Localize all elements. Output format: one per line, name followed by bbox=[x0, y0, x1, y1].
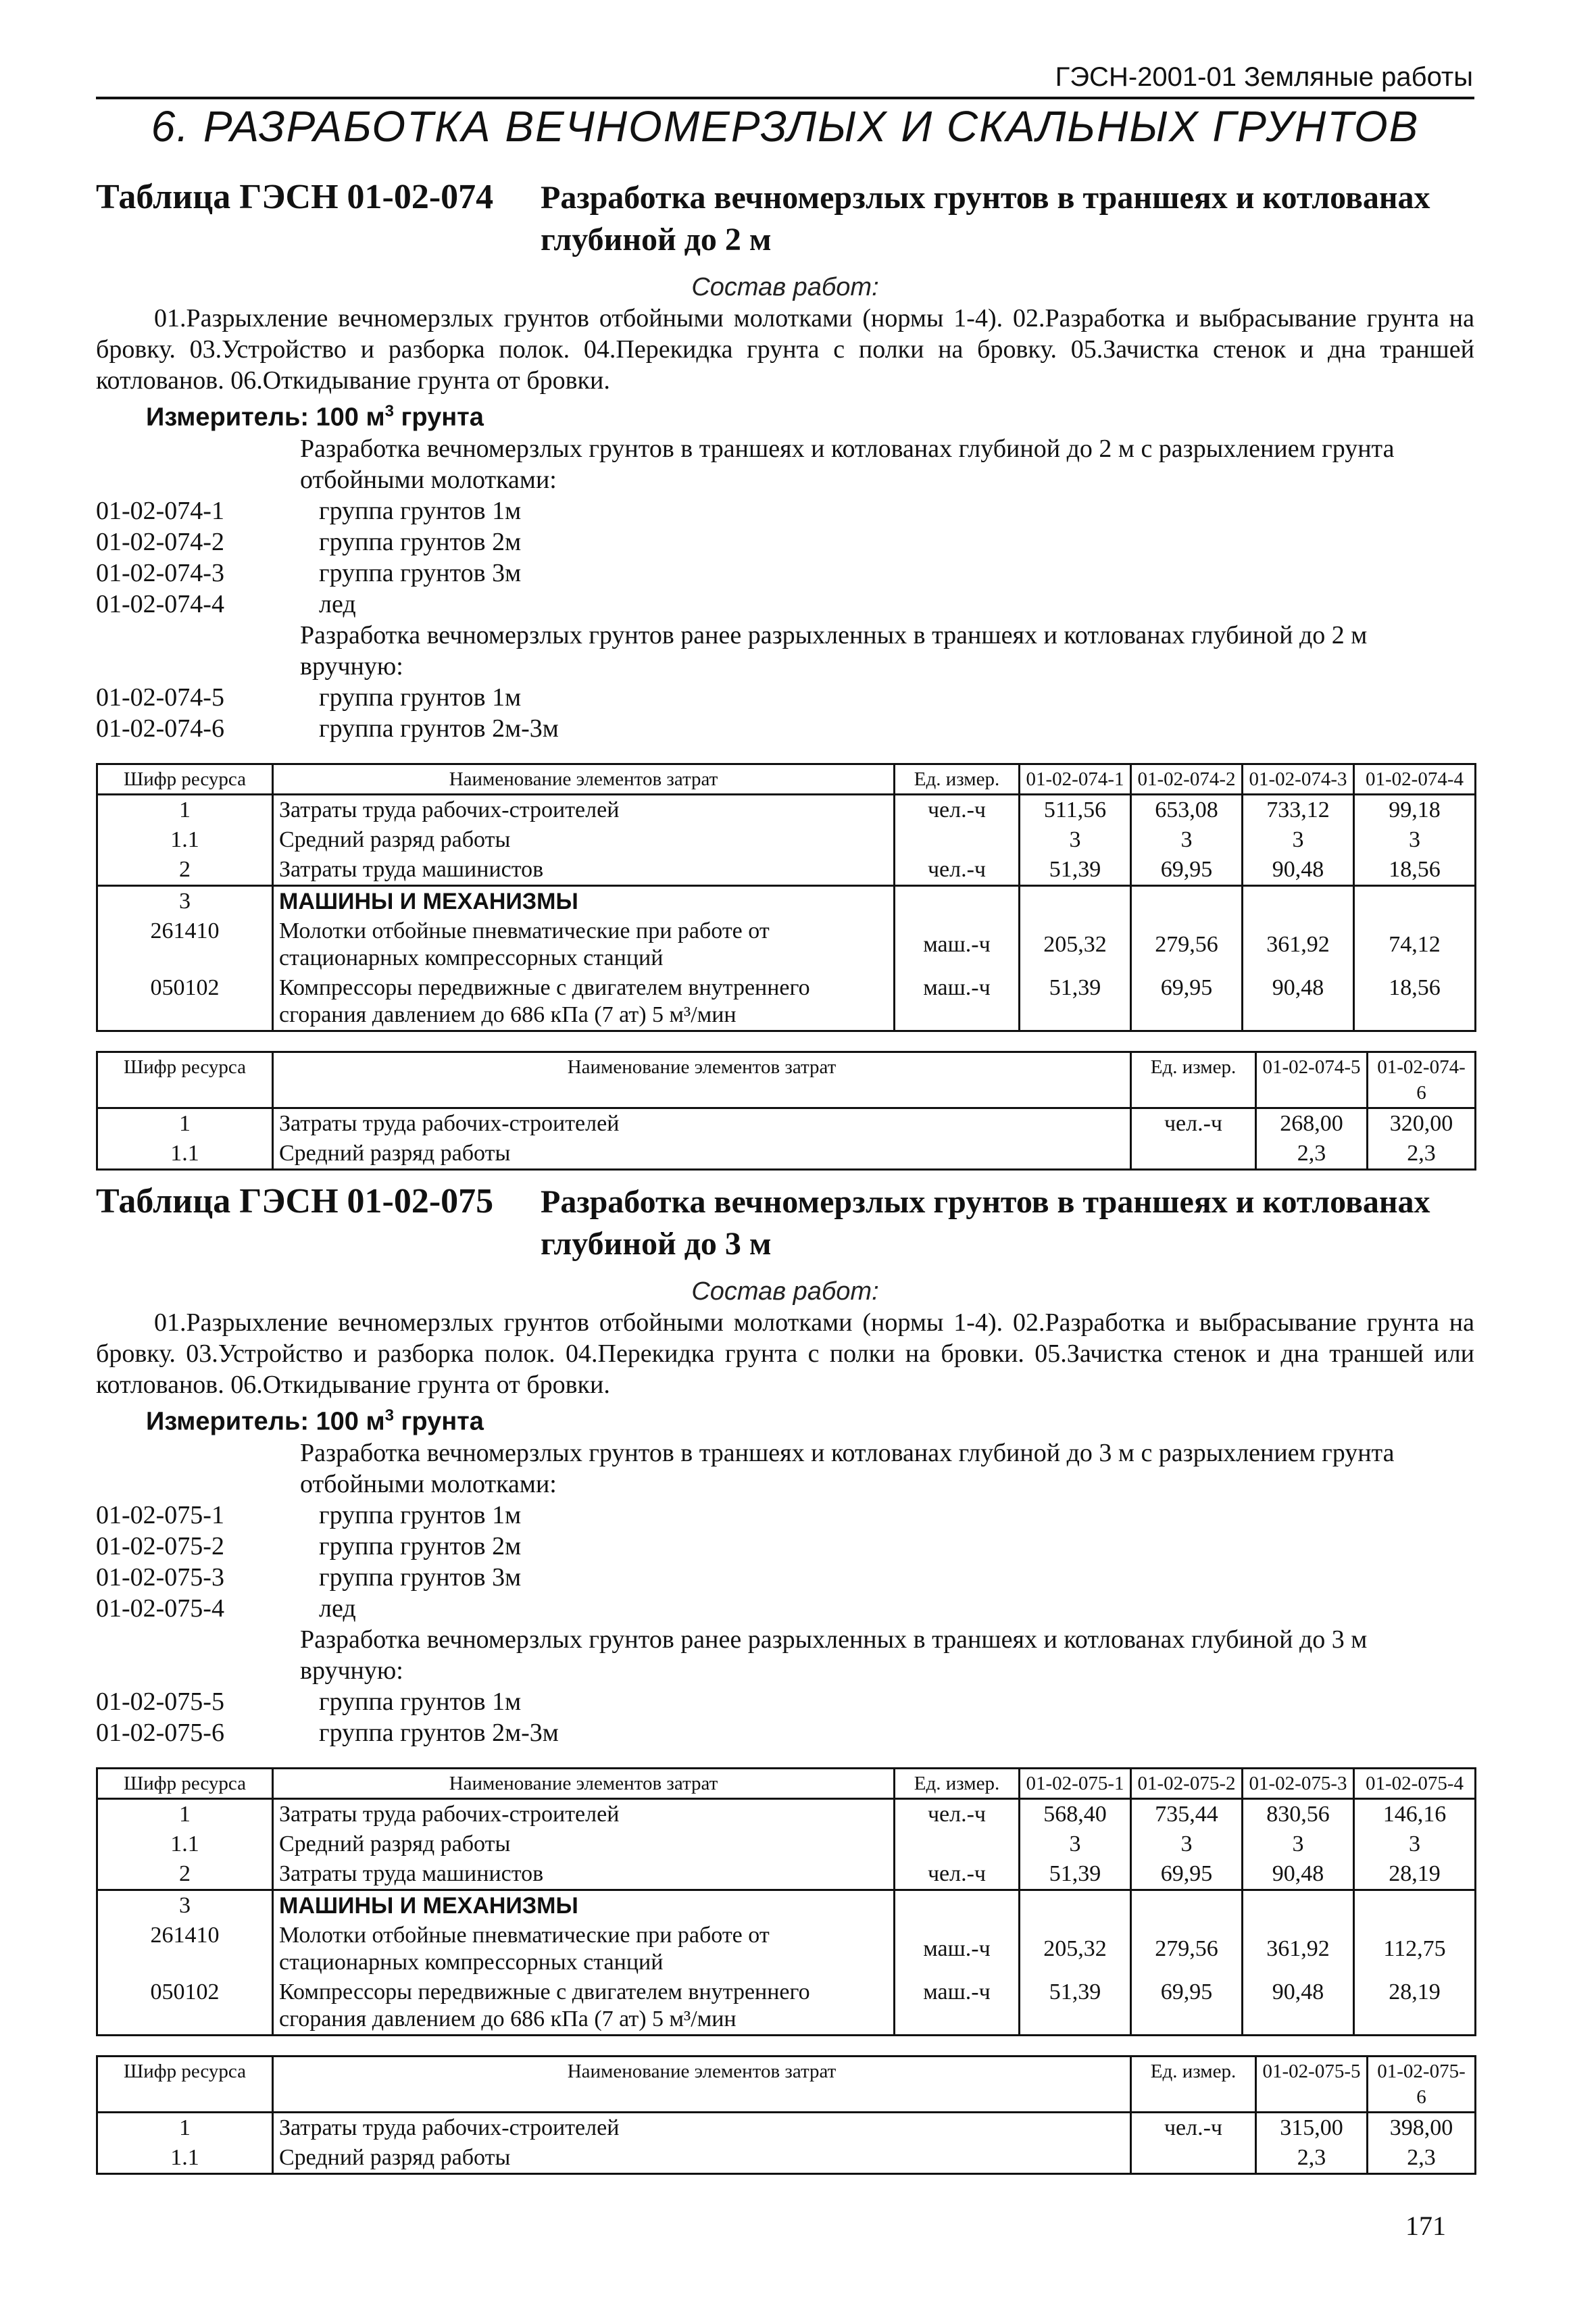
cell-value: 69,95 bbox=[1131, 855, 1243, 886]
table-heading bbox=[96, 1181, 1474, 1276]
cell-value: 2,3 bbox=[1368, 1139, 1476, 1170]
cell-value: 90,48 bbox=[1243, 1977, 1354, 2036]
table-label: Таблица ГЭСН 01-02-075 bbox=[96, 1182, 494, 1221]
cell-value: 51,39 bbox=[1020, 1859, 1131, 1890]
table-row bbox=[97, 1108, 1476, 1139]
cell-value: 99,18 bbox=[1354, 794, 1476, 825]
cell-value: 279,56 bbox=[1131, 1921, 1243, 1977]
cell-value: 90,48 bbox=[1243, 1859, 1354, 1890]
norm-code: 01-02-074-2 bbox=[96, 527, 224, 556]
col-header-norm: 01-02-075-3 bbox=[1243, 1768, 1354, 1798]
cell-value: 69,95 bbox=[1131, 1859, 1243, 1890]
cell-code: 1.1 bbox=[97, 1829, 273, 1859]
cell-value: 74,12 bbox=[1354, 916, 1476, 973]
cell-value: 3 bbox=[1243, 825, 1354, 855]
header-rule bbox=[96, 97, 1474, 99]
norm-text: группа грунтов 2м bbox=[319, 1531, 522, 1560]
norm-item bbox=[96, 589, 1474, 620]
cell-value: 361,92 bbox=[1243, 1921, 1354, 1977]
col-header-code: Шифр ресурса bbox=[97, 1768, 273, 1798]
section-title: 6. РАЗРАБОТКА ВЕЧНОМЕРЗЛЫХ И СКАЛЬНЫХ ГРУНТОВ bbox=[151, 102, 1420, 151]
cell-unit bbox=[895, 1890, 1020, 1921]
table-row bbox=[97, 2112, 1476, 2143]
table-row bbox=[97, 1139, 1476, 1170]
cell-value: 3 bbox=[1020, 825, 1131, 855]
cell-value: 69,95 bbox=[1131, 1977, 1243, 2036]
table-row bbox=[97, 973, 1476, 1031]
norm-group-intro: Разработка вечномерзлых грунтов ранее разрыхленных в траншеях и котлованах глубиной до 3 м вручную: bbox=[300, 1625, 1368, 1685]
col-header-norm: 01-02-074-5 bbox=[1256, 1052, 1368, 1108]
table-header-row bbox=[97, 1768, 1476, 1798]
cell-value bbox=[1020, 1890, 1131, 1921]
cell-name: Молотки отбойные пневматические при работе от стационарных компрессорных станций bbox=[273, 916, 895, 973]
cell-code: 050102 bbox=[97, 1977, 273, 2036]
table-label: Таблица ГЭСН 01-02-074 bbox=[96, 178, 494, 216]
norm-text: группа грунтов 2м bbox=[319, 527, 522, 556]
norm-item bbox=[96, 1531, 1474, 1562]
norm-item bbox=[96, 526, 1474, 558]
cell-name: МАШИНЫ И МЕХАНИЗМЫ bbox=[273, 1890, 895, 1921]
cell-name: Затраты труда рабочих-строителей bbox=[273, 1108, 1131, 1139]
norm-text: группа грунтов 3м bbox=[319, 558, 522, 587]
norm-list bbox=[96, 1686, 1474, 1748]
norm-item bbox=[96, 1562, 1474, 1593]
table-header-row bbox=[97, 764, 1476, 794]
resource-table-manual bbox=[96, 2055, 1476, 2175]
table-row bbox=[97, 1890, 1476, 1921]
cell-value: 90,48 bbox=[1243, 973, 1354, 1031]
cell-name: Молотки отбойные пневматические при работе от стационарных компрессорных станций bbox=[273, 1921, 895, 1977]
cell-value: 3 bbox=[1131, 1829, 1243, 1859]
measure-exponent: 3 bbox=[384, 402, 394, 420]
page-number: 171 bbox=[1405, 2211, 1446, 2241]
norm-group-intro: Разработка вечномерзлых грунтов в траншеях и котлованах глубиной до 2 м с разрыхлением грунта отбойными молотками: bbox=[300, 434, 1395, 494]
cell-value: 511,56 bbox=[1020, 794, 1131, 825]
col-header-norm: 01-02-075-5 bbox=[1256, 2056, 1368, 2112]
cell-unit: чел.-ч bbox=[895, 855, 1020, 886]
cell-value: 268,00 bbox=[1256, 1108, 1368, 1139]
norm-group-intro: Разработка вечномерзлых грунтов ранее разрыхленных в траншеях и котлованах глубиной до 2 м вручную: bbox=[300, 620, 1368, 681]
cell-unit: маш.-ч bbox=[895, 916, 1020, 973]
col-header-code: Шифр ресурса bbox=[97, 764, 273, 794]
table-row bbox=[97, 825, 1476, 855]
cell-name: Затраты труда рабочих-строителей bbox=[273, 1798, 895, 1829]
norm-group-intro: Разработка вечномерзлых грунтов в траншеях и котлованах глубиной до 3 м с разрыхлением грунта отбойными молотками: bbox=[300, 1438, 1395, 1498]
table-row bbox=[97, 794, 1476, 825]
cell-code: 050102 bbox=[97, 973, 273, 1031]
cell-value: 28,19 bbox=[1354, 1859, 1476, 1890]
norm-code: 01-02-074-5 bbox=[96, 683, 224, 712]
cell-value: 51,39 bbox=[1020, 855, 1131, 886]
col-header-norm: 01-02-074-4 bbox=[1354, 764, 1476, 794]
cell-value: 28,19 bbox=[1354, 1977, 1476, 2036]
col-header-name: Наименование элементов затрат bbox=[273, 764, 895, 794]
col-header-norm: 01-02-075-4 bbox=[1354, 1768, 1476, 1798]
cell-value: 320,00 bbox=[1368, 1108, 1476, 1139]
col-header-unit: Ед. измер. bbox=[1131, 2056, 1256, 2112]
composition-heading: Состав работ: bbox=[691, 1277, 879, 1306]
measure-unit bbox=[96, 396, 1474, 433]
norm-text: группа грунтов 2м-3м bbox=[319, 1718, 559, 1747]
cell-unit: маш.-ч bbox=[895, 973, 1020, 1031]
norm-item bbox=[96, 1717, 1474, 1748]
cell-unit: чел.-ч bbox=[895, 794, 1020, 825]
resource-table bbox=[96, 763, 1476, 1032]
cell-code: 261410 bbox=[97, 1921, 273, 1977]
cell-code: 3 bbox=[97, 885, 273, 916]
cell-name: Средний разряд работы bbox=[273, 1139, 1131, 1170]
cell-name: Компрессоры передвижные с двигателем внутреннего сгорания давлением до 686 кПа (7 ат) 5 м³/мин bbox=[273, 1977, 895, 2036]
norm-list bbox=[96, 495, 1474, 620]
cell-value: 3 bbox=[1354, 1829, 1476, 1859]
cell-value: 205,32 bbox=[1020, 1921, 1131, 1977]
cell-name: Затраты труда рабочих-строителей bbox=[273, 794, 895, 825]
norm-code: 01-02-075-3 bbox=[96, 1562, 224, 1592]
norm-code: 01-02-075-1 bbox=[96, 1500, 224, 1529]
norm-code: 01-02-074-6 bbox=[96, 714, 224, 743]
measure-label: Измеритель: 100 м bbox=[146, 403, 385, 432]
running-header: ГЭСН-2001-01 Земляные работы bbox=[1055, 62, 1473, 92]
table-row bbox=[97, 1859, 1476, 1890]
cell-code: 1 bbox=[97, 2112, 273, 2143]
col-header-norm: 01-02-075-6 bbox=[1368, 2056, 1476, 2112]
table-row bbox=[97, 1921, 1476, 1977]
table-header-row bbox=[97, 2056, 1476, 2112]
cell-value: 653,08 bbox=[1131, 794, 1243, 825]
cell-value bbox=[1131, 885, 1243, 916]
cell-unit bbox=[895, 885, 1020, 916]
norm-block-074 bbox=[96, 177, 1474, 1171]
cell-value: 3 bbox=[1020, 1829, 1131, 1859]
cell-code: 1.1 bbox=[97, 1139, 273, 1170]
norm-item bbox=[96, 558, 1474, 589]
col-header-norm: 01-02-074-6 bbox=[1368, 1052, 1476, 1108]
cell-unit bbox=[895, 825, 1020, 855]
norm-item bbox=[96, 495, 1474, 526]
resource-table bbox=[96, 1767, 1476, 2036]
cell-unit: чел.-ч bbox=[1131, 2112, 1256, 2143]
cell-unit: чел.-ч bbox=[895, 1859, 1020, 1890]
resource-table-manual bbox=[96, 1051, 1476, 1171]
measure-object: грунта bbox=[393, 1407, 484, 1436]
norm-text: лед bbox=[319, 1594, 356, 1623]
cell-value: 205,32 bbox=[1020, 916, 1131, 973]
cell-value: 568,40 bbox=[1020, 1798, 1131, 1829]
cell-value: 3 bbox=[1354, 825, 1476, 855]
cell-name: Средний разряд работы bbox=[273, 825, 895, 855]
cell-value bbox=[1020, 885, 1131, 916]
table-row bbox=[97, 2143, 1476, 2174]
norm-text: группа грунтов 2м-3м bbox=[319, 714, 559, 743]
cell-code: 1.1 bbox=[97, 2143, 273, 2174]
norm-text: группа грунтов 1м bbox=[319, 496, 522, 525]
cell-value bbox=[1243, 1890, 1354, 1921]
norm-code: 01-02-075-2 bbox=[96, 1531, 224, 1560]
cell-value: 830,56 bbox=[1243, 1798, 1354, 1829]
cell-code: 1.1 bbox=[97, 825, 273, 855]
cell-value: 735,44 bbox=[1131, 1798, 1243, 1829]
norm-code: 01-02-074-4 bbox=[96, 589, 224, 618]
cell-unit: маш.-ч bbox=[895, 1921, 1020, 1977]
cell-code: 2 bbox=[97, 1859, 273, 1890]
cell-name: Затраты труда машинистов bbox=[273, 855, 895, 886]
cell-value bbox=[1354, 885, 1476, 916]
norm-code: 01-02-075-4 bbox=[96, 1594, 224, 1623]
norm-text: группа грунтов 1м bbox=[319, 1500, 522, 1529]
norm-code: 01-02-074-3 bbox=[96, 558, 224, 587]
cell-value: 146,16 bbox=[1354, 1798, 1476, 1829]
col-header-norm: 01-02-074-2 bbox=[1131, 764, 1243, 794]
table-row bbox=[97, 1829, 1476, 1859]
measure-label: Измеритель: 100 м bbox=[146, 1407, 385, 1436]
norm-code: 01-02-075-6 bbox=[96, 1718, 224, 1747]
table-name: Разработка вечномерзлых грунтов в траншеях и котлованах глубиной до 2 м bbox=[541, 180, 1430, 257]
cell-name: Средний разряд работы bbox=[273, 1829, 895, 1859]
col-header-unit: Ед. измер. bbox=[895, 764, 1020, 794]
cell-value: 18,56 bbox=[1354, 855, 1476, 886]
norm-text: лед bbox=[319, 589, 356, 618]
col-header-name: Наименование элементов затрат bbox=[273, 1768, 895, 1798]
norm-code: 01-02-075-5 bbox=[96, 1687, 224, 1716]
col-header-unit: Ед. измер. bbox=[1131, 1052, 1256, 1108]
cell-value: 398,00 bbox=[1368, 2112, 1476, 2143]
col-header-norm: 01-02-074-1 bbox=[1020, 764, 1131, 794]
cell-value: 51,39 bbox=[1020, 973, 1131, 1031]
cell-value: 3 bbox=[1131, 825, 1243, 855]
cell-value: 315,00 bbox=[1256, 2112, 1368, 2143]
norm-item bbox=[96, 1686, 1474, 1717]
cell-name: Средний разряд работы bbox=[273, 2143, 1131, 2174]
cell-value: 2,3 bbox=[1368, 2143, 1476, 2174]
cell-value: 2,3 bbox=[1256, 1139, 1368, 1170]
cell-value: 733,12 bbox=[1243, 794, 1354, 825]
cell-name: Затраты труда машинистов bbox=[273, 1859, 895, 1890]
cell-code: 1 bbox=[97, 1798, 273, 1829]
col-header-norm: 01-02-074-3 bbox=[1243, 764, 1354, 794]
cell-unit bbox=[1131, 1139, 1256, 1170]
norm-block-075 bbox=[96, 1181, 1474, 2175]
cell-value bbox=[1243, 885, 1354, 916]
composition-text: 01.Разрыхление вечномерзлых грунтов отбойными молотками (нормы 1-4). 02.Разработка и выбрасывание грунта на бровку. 03.Устройство и разборка полок. 04.Перекидка грунта с полки на бровки. 05.Зачистка стенок и дна траншей или котлованов. 06.Откидывание грунта от бровки. bbox=[96, 1308, 1474, 1399]
norm-item bbox=[96, 1593, 1474, 1624]
cell-value: 90,48 bbox=[1243, 855, 1354, 886]
col-header-unit: Ед. измер. bbox=[895, 1768, 1020, 1798]
cell-value: 2,3 bbox=[1256, 2143, 1368, 2174]
table-header-row bbox=[97, 1052, 1476, 1108]
cell-unit bbox=[1131, 2143, 1256, 2174]
cell-unit: маш.-ч bbox=[895, 1977, 1020, 2036]
cell-name: Затраты труда рабочих-строителей bbox=[273, 2112, 1131, 2143]
composition-heading: Состав работ: bbox=[691, 273, 879, 301]
col-header-norm: 01-02-075-1 bbox=[1020, 1768, 1131, 1798]
norm-list bbox=[96, 682, 1474, 744]
cell-value: 279,56 bbox=[1131, 916, 1243, 973]
cell-code: 261410 bbox=[97, 916, 273, 973]
cell-value: 112,75 bbox=[1354, 1921, 1476, 1977]
table-row bbox=[97, 916, 1476, 973]
cell-name: МАШИНЫ И МЕХАНИЗМЫ bbox=[273, 885, 895, 916]
cell-value: 3 bbox=[1243, 1829, 1354, 1859]
cell-value: 361,92 bbox=[1243, 916, 1354, 973]
cell-unit bbox=[895, 1829, 1020, 1859]
table-row bbox=[97, 1977, 1476, 2036]
table-name: Разработка вечномерзлых грунтов в траншеях и котлованах глубиной до 3 м bbox=[541, 1184, 1430, 1262]
col-header-code: Шифр ресурса bbox=[97, 2056, 273, 2112]
composition-text: 01.Разрыхление вечномерзлых грунтов отбойными молотками (нормы 1-4). 02.Разработка и выбрасывание грунта на бровку. 03.Устройство и разборка полок. 04.Перекидка грунта с полки на бровку. 05.Зачистка стенок и дна траншей котлованов. 06.Откидывание грунта от бровки. bbox=[96, 304, 1474, 395]
cell-value bbox=[1131, 1890, 1243, 1921]
measure-exponent: 3 bbox=[384, 1406, 394, 1425]
cell-name: Компрессоры передвижные с двигателем внутреннего сгорания давлением до 686 кПа (7 ат) 5 м³/мин bbox=[273, 973, 895, 1031]
cell-code: 2 bbox=[97, 855, 273, 886]
norm-item bbox=[96, 682, 1474, 713]
norm-code: 01-02-074-1 bbox=[96, 496, 224, 525]
cell-unit: чел.-ч bbox=[1131, 1108, 1256, 1139]
cell-value: 18,56 bbox=[1354, 973, 1476, 1031]
cell-value: 69,95 bbox=[1131, 973, 1243, 1031]
norm-item bbox=[96, 713, 1474, 744]
col-header-norm: 01-02-075-2 bbox=[1131, 1768, 1243, 1798]
cell-value: 51,39 bbox=[1020, 1977, 1131, 2036]
table-row bbox=[97, 885, 1476, 916]
table-heading bbox=[96, 177, 1474, 272]
table-row bbox=[97, 1798, 1476, 1829]
cell-code: 1 bbox=[97, 1108, 273, 1139]
measure-object: грунта bbox=[393, 403, 484, 432]
norm-text: группа грунтов 3м bbox=[319, 1562, 522, 1592]
cell-value bbox=[1354, 1890, 1476, 1921]
norm-list bbox=[96, 1500, 1474, 1624]
col-header-code: Шифр ресурса bbox=[97, 1052, 273, 1108]
cell-code: 3 bbox=[97, 1890, 273, 1921]
measure-unit bbox=[96, 1400, 1474, 1437]
norm-item bbox=[96, 1500, 1474, 1531]
norm-text: группа грунтов 1м bbox=[319, 683, 522, 712]
norm-text: группа грунтов 1м bbox=[319, 1687, 522, 1716]
col-header-name: Наименование элементов затрат bbox=[273, 1052, 1131, 1108]
table-row bbox=[97, 855, 1476, 886]
col-header-name: Наименование элементов затрат bbox=[273, 2056, 1131, 2112]
cell-unit: чел.-ч bbox=[895, 1798, 1020, 1829]
cell-code: 1 bbox=[97, 794, 273, 825]
